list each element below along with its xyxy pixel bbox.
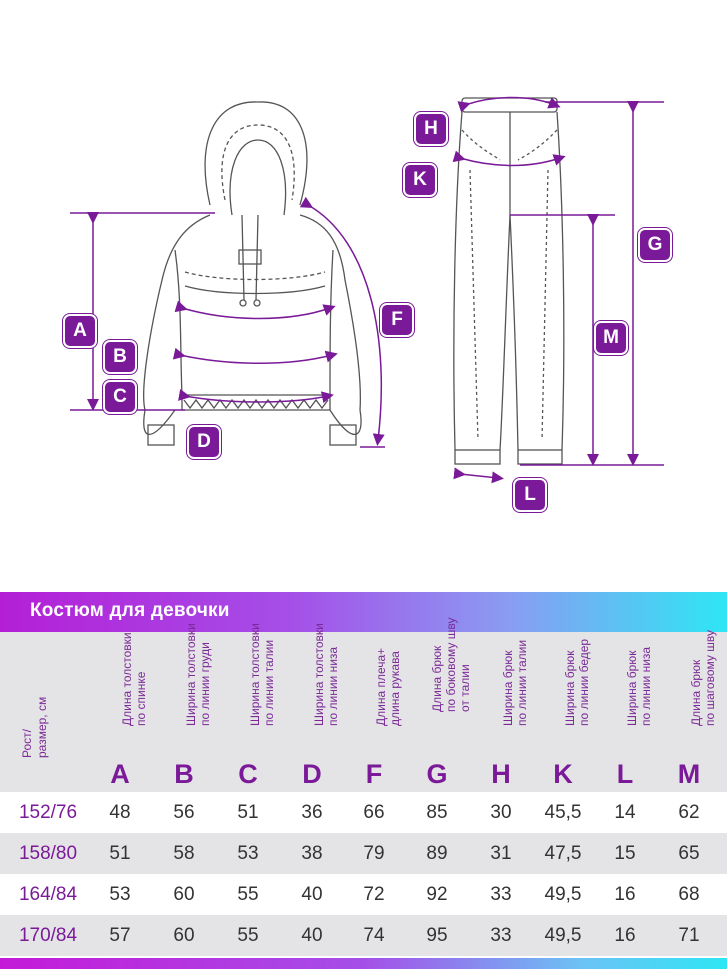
value-cell: 31 [490,843,512,864]
size-table [0,617,727,956]
label-k: K [403,163,437,197]
value-cell: 65 [678,843,700,864]
column-header-l [594,632,656,792]
value-cell: 36 [301,802,323,823]
label-m: M [594,321,628,355]
table-row [0,915,727,956]
table-row [0,833,727,874]
value-cell: 62 [678,802,700,823]
value-cell: 47,5 [544,843,582,864]
column-header-letter: L [616,759,634,789]
value-cell: 33 [490,925,512,946]
column-header-letter: A [110,759,130,789]
value-cell: 51 [109,843,131,864]
value-cell: 33 [490,884,512,905]
value-cell: 58 [173,843,195,864]
title-banner [0,592,727,632]
value-cell: 16 [614,884,636,905]
value-cell: 45,5 [544,802,582,823]
column-header-letter: G [426,759,448,789]
column-header-letter: D [302,759,322,789]
column-header-text: Ширина толстовки по линии груди [184,623,212,726]
value-cell: 14 [614,802,636,823]
value-cell: 55 [237,925,259,946]
size-cell: 152/76 [18,802,78,823]
table-row [0,874,727,915]
size-cell: 170/84 [18,925,78,946]
value-cell: 38 [301,843,323,864]
value-cell: 85 [426,802,448,823]
value-cell: 15 [614,843,636,864]
value-cell: 30 [490,802,512,823]
column-header-letter: B [174,759,194,789]
label-f: F [380,303,414,337]
column-header-d [280,623,344,792]
value-cell: 53 [109,884,131,905]
value-cell: 60 [173,925,195,946]
column-header-c [216,623,280,792]
value-cell: 57 [109,925,131,946]
column-header-g [404,617,473,792]
value-cell: 79 [363,843,385,864]
value-cell: 53 [237,843,259,864]
value-cell: 68 [678,884,700,905]
value-cell: 66 [363,802,385,823]
column-header-letter: M [677,759,701,789]
value-cell: 72 [363,884,385,905]
value-cell: 49,5 [544,925,582,946]
column-header-k [532,632,594,792]
value-cell: 16 [614,925,636,946]
label-d: D [187,425,221,459]
column-header-b [152,623,216,792]
value-cell: 40 [301,925,323,946]
column-header-letter: K [553,759,573,789]
column-header-m [656,632,722,792]
label-b: B [103,340,137,374]
table-header: Рост/ размер, см Длина толстовки по спинке A Ширина толстовки по линии груди B Ширина толстовки по линии талии C Ширина толстовки по линии низа D Длина плеча+ длина рукава F Длина брюк по боковому шву от талии G Ширина брюк по линии талии H Ширина брюк по линии бедер K Ширина брюк по линии низа L Длина брюк по шаговому шву M [0,632,727,792]
column-header-text: Длина брюк по боковому шву от талии [430,617,473,712]
label-g: G [638,228,672,262]
value-cell: 95 [426,925,448,946]
column-header-letter: C [238,759,258,789]
page-title: Костюм для девочки [30,600,230,621]
hoodie-sketch [144,102,361,445]
size-cell: 158/80 [18,843,78,864]
label-l: L [513,478,547,512]
table-row [0,792,727,833]
value-cell: 48 [109,802,131,823]
column-header-text: Длина толстовки по спинке [120,632,148,726]
value-cell: 71 [678,925,700,946]
label-a: A [63,314,97,348]
size-cell: 164/84 [18,884,78,905]
column-header-text: Ширина брюк по линии талии [501,639,529,726]
column-header-text: Ширина брюк по линии низа [625,646,653,726]
column-header-text: Ширина толстовки по линии низа [312,623,340,726]
column-header-h [470,632,532,792]
value-cell: 49,5 [544,884,582,905]
measurement-lines [70,98,664,479]
column-header-letter: F [365,759,383,789]
value-cell: 60 [173,884,195,905]
value-cell: 40 [301,884,323,905]
value-cell: 51 [237,802,259,823]
value-cell: 55 [237,884,259,905]
column-header-letter: H [491,759,511,789]
column-header-text: Ширина брюк по линии бедер [563,638,591,726]
label-h: H [414,112,448,146]
value-cell: 89 [426,843,448,864]
column-header-text: Длина брюк по шаговому шву [689,630,717,726]
column-header-text: Ширина толстовки по линии талии [248,623,276,726]
column-header-text: Длина плеча+ длина рукава [374,647,402,726]
pants-sketch [454,98,564,464]
bottom-gradient-bar [0,958,727,969]
value-cell: 56 [173,802,195,823]
column-header-f [344,632,404,792]
label-c: C [103,380,137,414]
value-cell: 74 [363,925,385,946]
value-cell: 92 [426,884,448,905]
column-header-a [88,632,152,792]
